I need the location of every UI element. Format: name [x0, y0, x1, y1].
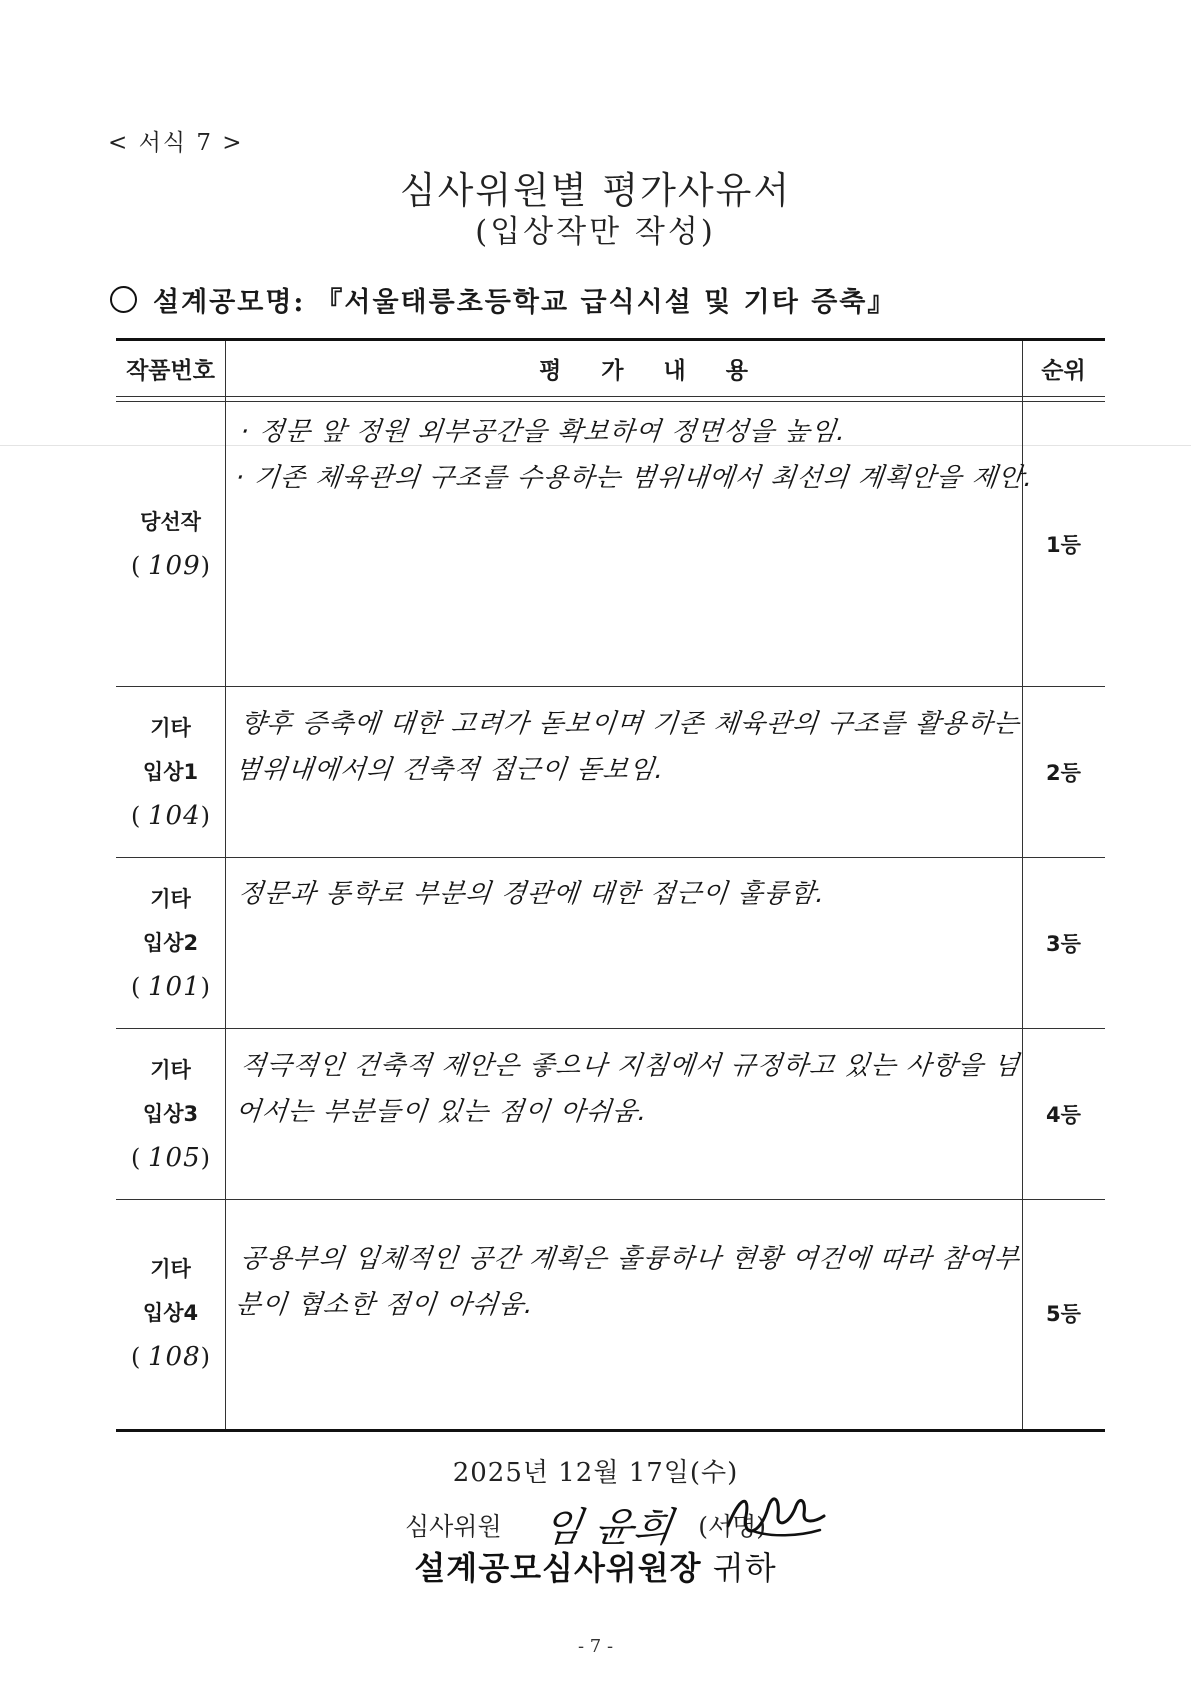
contest-name: 『서울태릉초등학교 급식시설 및 기타 증축』: [315, 287, 897, 318]
row-subcategory: 입상3: [142, 1102, 199, 1126]
page-subtitle: (입상작만 작성): [475, 214, 716, 250]
row-label: [116, 858, 225, 1028]
column-divider: [225, 341, 226, 1429]
entry-number: ( 101): [130, 972, 210, 1002]
rank: 2등: [1046, 761, 1081, 785]
rank: 4등: [1046, 1103, 1081, 1127]
contest-label: 설계공모명:: [153, 287, 306, 318]
evaluation-text: · 정문 앞 정원 외부공간을 확보하여 정면성을 높임. · 기존 체육관의 구조를 수용하는 범위내에서 최선의 계획안을 제안.: [234, 417, 1035, 493]
entry-number: ( 104): [130, 801, 210, 831]
entry-number-value: 101: [147, 972, 201, 1002]
judge-handwritten-name: 임 윤희: [539, 1505, 675, 1551]
row-category: 기타: [150, 1058, 191, 1082]
row-label: [116, 1029, 225, 1199]
row-divider: [116, 686, 1105, 687]
entry-number-value: 108: [147, 1342, 201, 1372]
row-category: 기타: [150, 887, 191, 911]
evaluation-text: 향후 증축에 대한 고려가 돋보이며 기존 체육관의 구조를 활용하는 범위내에서의 건축적 접근이 돋보임.: [234, 709, 1022, 785]
row-category: 기타: [150, 716, 191, 740]
contest-line: [110, 280, 896, 319]
row-label: [116, 1200, 225, 1426]
row-divider: [116, 1028, 1105, 1029]
date: 2025년 12월 17일(수): [452, 1458, 739, 1488]
entry-number: ( 109): [130, 550, 210, 581]
form-number: < 서식 7 >: [108, 130, 244, 156]
entry-number-value: 105: [147, 1143, 201, 1173]
header-rank: 순위: [1041, 357, 1086, 384]
rank: 1등: [1046, 532, 1081, 557]
addressee-suffix: 귀하: [712, 1549, 777, 1587]
entry-number-value: 109: [147, 550, 201, 581]
row-subcategory: 입상4: [142, 1301, 199, 1325]
row-category: 당선작: [140, 509, 201, 534]
header-divider: [116, 396, 1105, 402]
row-label: [116, 687, 225, 857]
page-title: 심사위원별 평가사유서: [399, 169, 792, 212]
evaluation-text: 정문과 통학로 부분의 경관에 대한 접근이 훌륭함.: [236, 879, 827, 909]
evaluation-text: 공용부의 입체적인 공간 계획은 훌륭하나 현황 여건에 따라 참여부분이 협소한 점이 아쉬움.: [234, 1244, 1022, 1320]
row-subcategory: 입상2: [142, 931, 199, 955]
evaluation-table: [116, 338, 1105, 1432]
entry-number-value: 104: [147, 801, 201, 831]
rank: 5등: [1046, 1302, 1081, 1326]
judge-label: 심사위원: [405, 1511, 502, 1541]
addressee-title: 설계공모심사위원장: [414, 1549, 702, 1587]
addressee: [0, 1543, 1191, 1589]
sign-label: (서명): [698, 1511, 767, 1541]
header-content: 평가내용: [539, 357, 788, 384]
row-divider: [116, 857, 1105, 858]
entry-number: ( 105): [130, 1143, 210, 1173]
row-divider: [116, 1199, 1105, 1200]
circle-bullet-icon: [110, 286, 137, 313]
signature-icon: [720, 1486, 830, 1546]
row-subcategory: 입상1: [142, 760, 199, 784]
header-entry-no: 작품번호: [126, 357, 215, 384]
rank: 3등: [1046, 932, 1081, 956]
page-number: - 7 -: [577, 1636, 614, 1657]
entry-number: ( 108): [130, 1342, 210, 1372]
row-label: [116, 401, 225, 686]
evaluation-text: 적극적인 건축적 제안은 좋으나 지침에서 규정하고 있는 사항을 넘어서는 부분들이 있는 점이 아쉬움.: [234, 1051, 1022, 1127]
row-category: 기타: [150, 1257, 191, 1281]
